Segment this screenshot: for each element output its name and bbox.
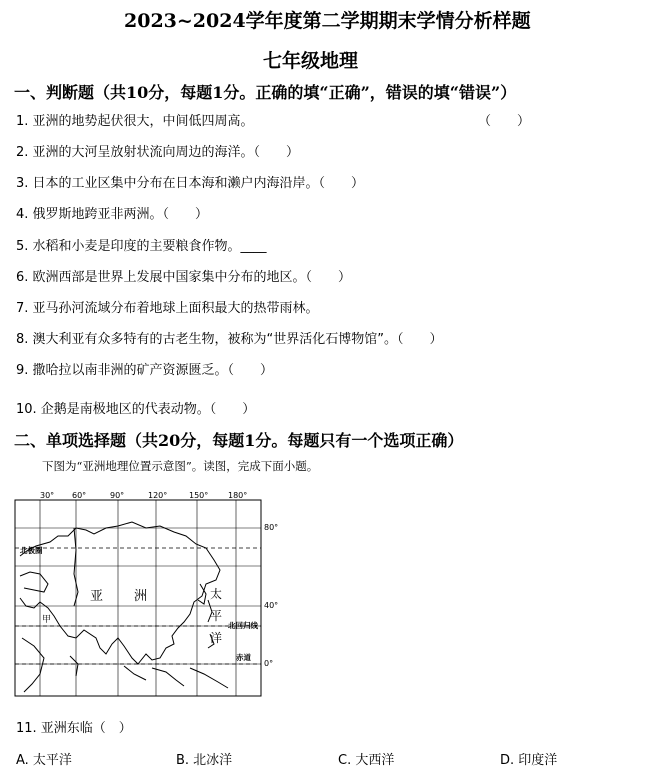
option-a[interactable]: A. 太平洋: [16, 753, 72, 768]
asia-label-1: 亚: [90, 589, 104, 604]
pacific-label-1: 太: [210, 587, 223, 601]
option-c[interactable]: C. 大西洋: [338, 753, 395, 768]
equator-label: 赤道: [236, 653, 251, 662]
question-9: 9. 撒哈拉以南非洲的矿产资源匮乏。（ ）: [16, 363, 274, 378]
jia-label: 甲: [42, 615, 52, 625]
question-1-answer-bracket[interactable]: （ ）: [478, 114, 531, 129]
lat-label-40: 40°: [264, 601, 279, 610]
lon-label-120: 120°: [148, 491, 168, 500]
section1-heading: 一、判断题（共10分，每题1分。正确的填“正确”，错误的填“错误”）: [14, 83, 517, 102]
question-10: 10. 企鹅是南极地区的代表动物。（ ）: [16, 402, 256, 417]
lat-label-80: 80°: [264, 523, 279, 532]
asia-location-map: [14, 488, 284, 702]
section2-heading: 二、单项选择题（共20分，每题1分。每题只有一个选项正确）: [14, 431, 464, 450]
question-5: 5. 水稻和小麦是印度的主要粮食作物。____: [16, 239, 267, 254]
question-1: 1. 亚洲的地势起伏很大，中间低四周高。: [16, 114, 254, 129]
page-title: 2023~2024学年度第二学期期末学情分析样题: [124, 10, 531, 32]
lon-label-90: 90°: [110, 491, 125, 500]
map-intro: 下图为“亚洲地理位置示意图”。读图，完成下面小题。: [42, 459, 319, 473]
question-8: 8. 澳大利亚有众多特有的古老生物，被称为“世界活化石博物馆”。（ ）: [16, 332, 443, 347]
pacific-label-3: 洋: [210, 631, 223, 645]
arctic-circle-label: 北极圈: [20, 546, 43, 555]
question-3: 3. 日本的工业区集中分布在日本海和濑户内海沿岸。（ ）: [16, 176, 365, 191]
option-d[interactable]: D. 印度洋: [500, 753, 558, 768]
option-b[interactable]: B. 北冰洋: [176, 753, 233, 768]
question-7: 7. 亚马孙河流域分布着地球上面积最大的热带雨林。: [16, 301, 319, 316]
question-2: 2. 亚洲的大河呈放射状流向周边的海洋。（ ）: [16, 145, 300, 160]
lon-label-30: 30°: [40, 491, 55, 500]
pacific-label-2: 平: [210, 609, 223, 623]
lat-label-0: 0°: [264, 659, 274, 668]
asia-label-2: 洲: [134, 589, 148, 604]
lon-label-180: 180°: [228, 491, 248, 500]
tropic-of-cancer-label: 北回归线: [228, 621, 258, 630]
question-11: 11. 亚洲东临（ ）: [16, 721, 132, 736]
question-6: 6. 欧洲西部是世界上发展中国家集中分布的地区。（ ）: [16, 270, 352, 285]
lon-label-60: 60°: [72, 491, 87, 500]
page-subtitle: 七年级地理: [263, 50, 359, 72]
lon-label-150: 150°: [189, 491, 209, 500]
asia-map-svg: [14, 488, 284, 702]
question-4: 4. 俄罗斯地跨亚非两洲。（ ）: [16, 207, 209, 222]
